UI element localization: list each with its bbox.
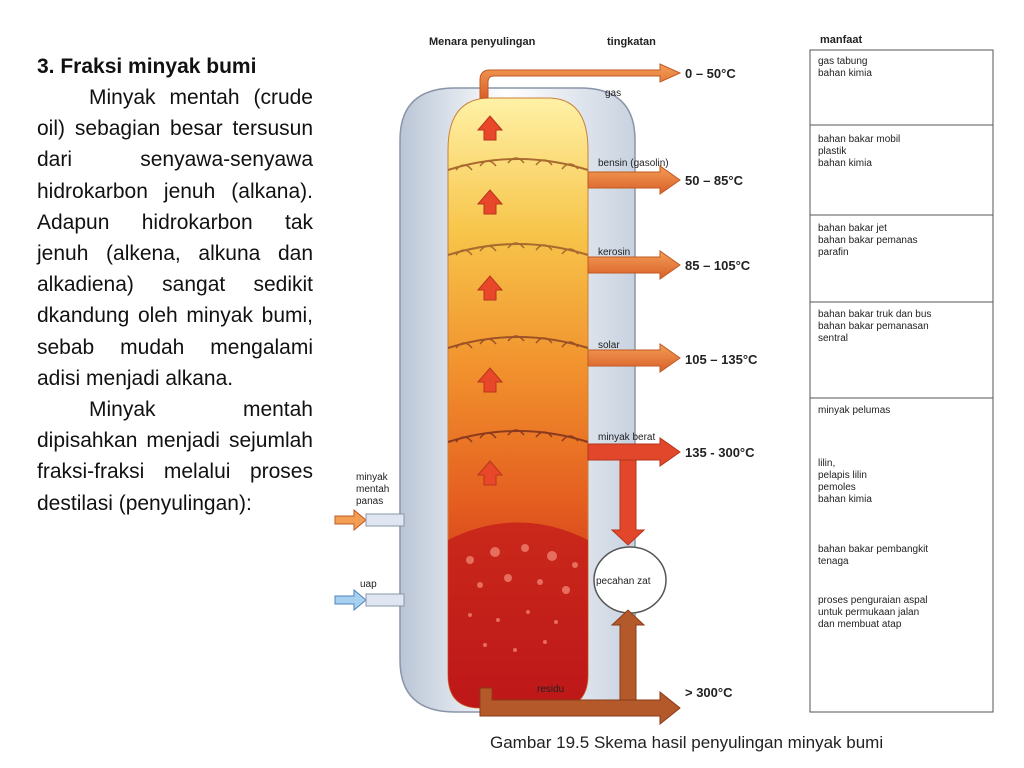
fraction-name-gas: gas [605,88,622,99]
fraction-name-solar: solar [598,340,620,351]
use-kerosin-3: parafin [818,247,849,258]
use-kerosin-2: bahan bakar pemanas [818,235,918,246]
fraction-name-minyak-berat: minyak berat [598,432,656,443]
use-bensin-1: bahan bakar mobil [818,134,901,145]
use-residu-7: proses penguraian aspal [818,595,928,606]
use-bensin-3: bahan kimia [818,158,872,169]
use-residu-4: bahan kimia [818,494,872,505]
distillation-diagram [330,20,1010,725]
header-tower: Menara penyulingan [429,36,536,48]
use-residu-6: tenaga [818,556,849,567]
use-solar-2: bahan bakar pemanasan [818,321,929,332]
header-use: manfaat [820,34,863,46]
use-minyak-berat-1: minyak pelumas [818,405,891,416]
header-level: tingkatan [607,36,656,48]
crude-input-label-2: mentah [356,484,390,495]
crude-input-label-3: panas [356,496,384,507]
text-panel [37,52,313,519]
range-solar: 105 – 135°C [685,352,758,367]
use-gas-1: gas tabung [818,56,868,67]
use-residu-3: pemoles [818,482,856,493]
crude-input-pipe [366,514,404,526]
range-gas: 0 – 50°C [685,66,736,81]
crude-input-arrow [335,510,366,530]
steam-input-label: uap [360,579,377,590]
fraction-name-bensin: bensin (gasolin) [598,158,669,169]
use-residu-8: untuk permukaan jalan [818,607,920,618]
range-residu: > 300°C [685,685,733,700]
use-gas-2: bahan kimia [818,68,872,79]
paragraph-2: Minyak mentah dipisahkan menjadi sejumlah fraksi-fraksi melalui proses destilasi (penyulingan): [37,398,313,515]
fraction-name-kerosin: kerosin [598,247,631,258]
fraction-name-residu: residu [537,684,565,695]
range-kerosin: 85 – 105°C [685,258,751,273]
use-solar-1: bahan bakar truk dan bus [818,309,932,320]
separator-label: pecahan zat [596,576,651,587]
use-residu-2: pelapis lilin [818,470,867,481]
range-minyak-berat: 135 - 300°C [685,445,755,460]
use-kerosin-1: bahan bakar jet [818,223,887,234]
section-heading: 3. Fraksi minyak bumi [37,55,257,78]
crude-input-label-1: minyak [356,472,388,483]
use-bensin-2: plastik [818,146,847,157]
steam-input-pipe [366,594,404,606]
use-solar-3: sentral [818,333,849,344]
use-residu-1: lilin, [818,458,836,469]
range-bensin: 50 – 85°C [685,173,743,188]
paragraph-1: Minyak mentah (crude oil) sebagian besar tersusun dari senyawa-senyawa hidrokarbon jenuh (alkana). Adapun hidrokarbon tak jenuh (alkena, alkuna dan alkadiena) sangat sedikit dkandung oleh minyak bumi, sebab mudah mengalami adisi menjadi alkana. [37,86,313,390]
use-residu-9: dan membuat atap [818,619,902,630]
figure-caption: Gambar 19.5 Skema hasil penyulingan minyak bumi [490,733,884,752]
steam-input-arrow [335,590,366,610]
use-residu-5: bahan bakar pembangkit [818,544,929,555]
